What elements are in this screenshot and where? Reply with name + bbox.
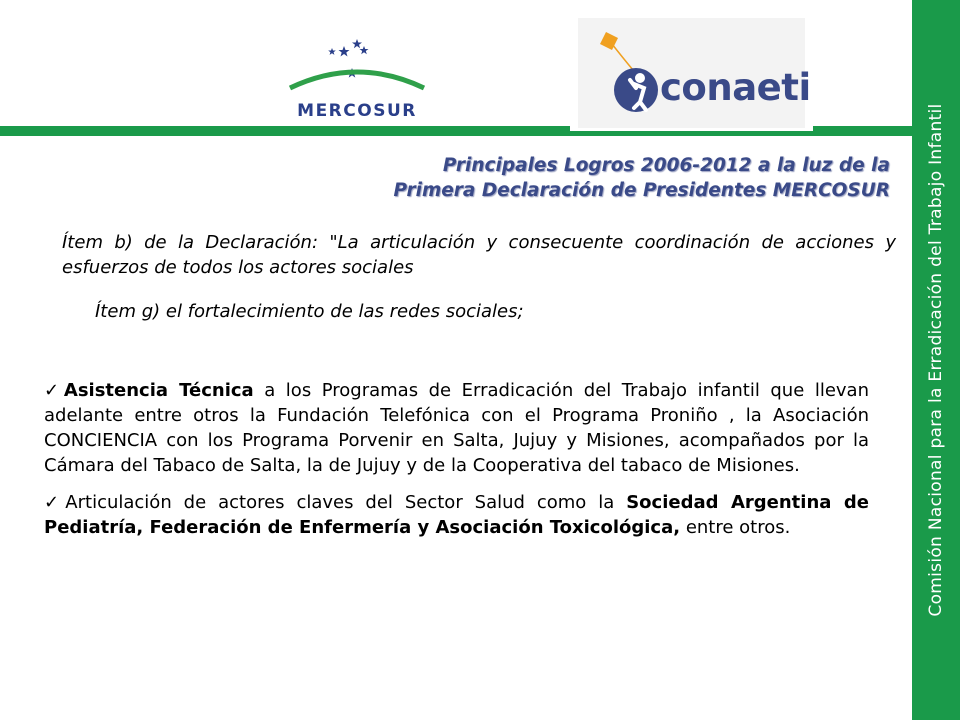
conaeti-logo bbox=[570, 10, 813, 131]
item-b-label: Ítem b) de la Declaración: bbox=[62, 232, 319, 253]
page-title-line1: Principales Logros 2006-2012 a la luz de la bbox=[442, 155, 890, 176]
checkmark-icon: ✓ bbox=[44, 492, 66, 513]
item-g-paragraph: Ítem g) el fortalecimiento de las redes sociales; bbox=[95, 301, 524, 322]
kite-child-icon bbox=[578, 18, 658, 128]
bullet-2-text: Articulación de actores claves del Sector Salud como la bbox=[65, 492, 627, 513]
sidebar-title: Comisión Nacional para la Erradicación del Trabajo Infantil bbox=[926, 103, 946, 617]
checkmark-icon: ✓ bbox=[44, 380, 64, 401]
conaeti-logo-text: conaeti bbox=[660, 66, 811, 109]
page-title bbox=[394, 153, 891, 203]
bullet-1-bold: Asistencia Técnica bbox=[63, 380, 254, 401]
list-item bbox=[44, 490, 869, 540]
page-title-line2: Primera Declaración de Presidentes MERCOSUR bbox=[393, 180, 890, 201]
mercosur-logo-text: MERCOSUR bbox=[297, 101, 417, 121]
bullet-2-bold: Sociedad Argentina de Pediatría, Federación de Enfermería y Asociación Toxicológica, bbox=[44, 492, 869, 538]
mercosur-logo bbox=[282, 26, 432, 126]
bullet-1-text: a los Programas de Erradicación del Trabajo infantil que llevan adelante entre otros la Fundación Telefónica con el Programa Proniño , la Asociación CONCIENCIA con los Programa Porvenir en Salta, Jujuy y Misiones, acompañados por la Cámara del Tabaco de Salta, la de Jujuy y de la Cooperativa del tabaco de Misiones. bbox=[44, 380, 869, 476]
item-b-text: "La articulación y consecuente coordinación de acciones y esfuerzos de todos los actores sociales bbox=[62, 232, 896, 278]
mercosur-star-logo-icon bbox=[282, 26, 432, 126]
list-item bbox=[44, 378, 869, 478]
bullet-list bbox=[44, 378, 869, 552]
bullet-2-tail: entre otros. bbox=[680, 517, 791, 538]
item-b-paragraph bbox=[62, 230, 896, 280]
